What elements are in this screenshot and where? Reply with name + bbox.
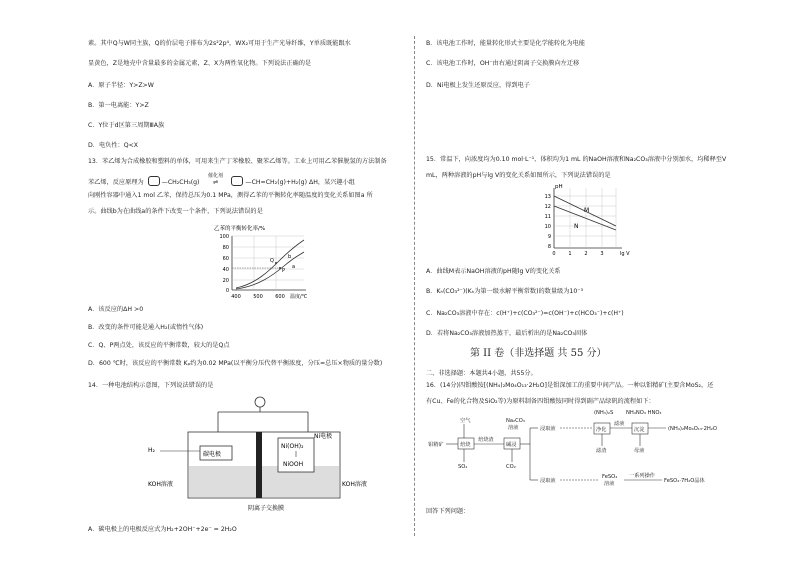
q13-line4: 示。曲线b为在曲线a的条件下改变一个条件，下列说法错误的是 xyxy=(88,208,263,215)
flow-roast: 焙烧 xyxy=(460,442,471,448)
niooh-label: NiOOH xyxy=(283,461,304,468)
chart15-ytick: 12 xyxy=(544,204,551,210)
catalyst-label: 催化剂 xyxy=(207,173,223,179)
q12-intro-line1: 素。其中Q与W同主族，Q的价层电子排布为2s²2p⁴，WX₂可用于生产光导纤维，Y单质既能跟水 xyxy=(88,40,351,47)
q16-line2: 有Cu、Fe的化合物及SiO₂等)为原料制备四钼酸铵同时得到副产品绿矾的流程如下： xyxy=(426,398,655,405)
chart13-ytick: 60 xyxy=(222,256,229,262)
chart13-ytick: 100 xyxy=(219,234,229,240)
q14-option-a: A．碳电极上的电极反应式为H₂+2OH⁻+2e⁻ = 2H₂O xyxy=(88,526,237,533)
chart13-xlabel: 温度/℃ xyxy=(290,294,308,300)
chart15-xtick: 0 xyxy=(552,251,556,257)
flow-feso4: FeSO₄ xyxy=(602,474,618,480)
answer-prompt: 回答下列问题： xyxy=(426,508,470,515)
q13-option-b: B．改变的条件可能是通入H₂(或惰性气体) xyxy=(88,324,204,331)
reaction-arrow: 催化剂 ⇌ xyxy=(201,179,229,187)
q15-option-d: D．若将Na₂CO₃溶液加热蒸干，最后析出的是Na₂CO₃固体 xyxy=(426,330,588,337)
q15-option-b: B．Kₕ(CO₃²⁻)(Kₕ为第一级水解平衡常数)的数量级为10⁻³ xyxy=(426,288,584,295)
chart15-label-m: M xyxy=(584,207,590,214)
chart15-ytick: 11 xyxy=(544,214,551,220)
q16-line1: 16．(14分)四钼酸铵[(NH₄)₂Mo₄O₁₃·2H₂O]是钼深加工的重要中间产品。一种以钼精矿(主要含MoS₂，还 xyxy=(426,382,714,389)
q13-reactant: —CH₂CH₃(g) xyxy=(161,179,200,186)
section-title: 第 II 卷（非选择题 共 55 分） xyxy=(470,348,607,359)
q12-option-c: C．Y位于d区第三周期ⅢA族 xyxy=(88,122,165,129)
chart13-point-p xyxy=(279,267,281,269)
flow-na2co3-solution: 溶液 xyxy=(508,425,519,431)
q15-option-a: A．曲线M表示NaOH溶液的pH随lg V的变化关系 xyxy=(426,268,561,275)
q15-chart xyxy=(536,182,646,262)
q15-line1: 15．常温下，向浓度均为0.10 mol·L⁻¹、体积均为1 mL 的NaOH溶液和Na₂CO₃溶液中分别加水，均稀释至V xyxy=(426,156,727,163)
chart13-label-a: a xyxy=(292,264,296,270)
chart13-label-p: P xyxy=(282,268,286,274)
flow-filtrate: 滤液 xyxy=(614,421,625,427)
chart15-ytick: 10 xyxy=(544,224,551,230)
membrane-bar xyxy=(256,432,262,498)
chart15-ylabel: pH xyxy=(555,184,563,190)
q14-option-d: D．Ni电极上发生还原反应，得到电子 xyxy=(426,82,530,89)
chart13-ytick: 80 xyxy=(222,245,229,251)
flow-air: 空气 xyxy=(460,418,471,424)
q12-option-a: A．原子半径：Y>Z>W xyxy=(88,82,154,89)
flow-green-vitriol: FeSO₄·7H₂O晶体 xyxy=(664,478,705,484)
q12-option-b: B．第一电离能：Y>Z xyxy=(88,102,149,109)
flow-residue: 滤渣 xyxy=(596,448,607,454)
flow-so2: SO₂ xyxy=(458,464,468,470)
lightbulb-icon xyxy=(255,397,265,407)
flow-leach-liquid-2: 浸取液 xyxy=(540,478,556,484)
chart13-grid xyxy=(232,236,304,290)
chart13-label-b: b xyxy=(288,254,292,260)
q12-option-d: D．电负性：Q<X xyxy=(88,142,138,149)
flow-nh3-reagent: (NH₃)₂S xyxy=(594,410,614,416)
q12-intro-line2: 显黄色，Z是地壳中含量最多的金属元素，Z、X为两性氧化物。下列说法正确的是 xyxy=(88,60,312,67)
flow-feso4-solution: 溶液 xyxy=(604,481,615,487)
q13-line1: 13．苯乙烯为合成橡胶和塑料的单体，可用来生产丁苯橡胶、聚苯乙烯等。工业上可用乙苯催脱氢的方法制备 xyxy=(88,158,387,165)
q13-line3: 向刚性容器中通入1 mol 乙苯，保持总压为0.1 MPa，测得乙苯的平衡转化率随温度的变化关系如图a 所 xyxy=(88,192,373,199)
q15-line2: mL，两种溶液的pH与lg V的变化关系如图所示，下列说法错误的是 xyxy=(426,172,611,179)
q14-option-c: C．该电池工作时，OH⁻由右通过阴离子交换膜向左迁移 xyxy=(426,60,580,67)
chart15-ytick: 13 xyxy=(544,194,551,200)
column-divider xyxy=(414,36,415,536)
chart15-xlabel: lg V xyxy=(620,251,630,257)
chart13-title: 乙苯的平衡转化率/% xyxy=(214,226,266,232)
ni-oh2-label: Ni(OH)₂ xyxy=(281,443,304,450)
h2-label: H₂ xyxy=(148,447,155,454)
q14-line1: 14．一种电池结构示意图，下列说法错误的是 xyxy=(88,382,214,389)
q15-option-c: C．Na₂CO₃溶液中存在：c(H⁺)+c(CO₃²⁻)=c(OH⁻)+c(HCO₃⁻)+c(H⁺) xyxy=(426,310,624,317)
flow-leach: 碱浸 xyxy=(506,442,517,448)
chart13-point-q xyxy=(275,262,277,264)
benzene-ring-icon xyxy=(148,176,160,186)
flow-mother-liquor: 母液 xyxy=(634,448,645,454)
q14-option-b: B．该电池工作时，能量转化形式主要是化学能转化为电能 xyxy=(426,40,585,47)
chart13-ytick: 40 xyxy=(222,267,229,273)
external-wire xyxy=(218,407,308,432)
chart15-xtick: 1 xyxy=(568,251,572,257)
q13-option-d: D．600 ℃时，该反应的平衡常数 Kₚ约为0.02 MPa(以平衡分压代替平衡浓度，分压=总压×物质的量分数) xyxy=(88,360,383,367)
koh-right-label: KOH溶液 xyxy=(342,481,367,488)
chart13-xtick: 600 xyxy=(275,294,285,300)
q13-option-c: C．Q、P两点处，该反应的平衡常数，较大的是Q点 xyxy=(88,342,230,349)
flow-ore: 钼精矿 xyxy=(428,442,444,448)
section-note: 二、非选择题：本题共4小题，共55分。 xyxy=(426,370,537,377)
chart13-ytick: 0 xyxy=(225,288,229,294)
koh-left-label: KOH溶液 xyxy=(148,481,173,488)
chart13-ytick: 20 xyxy=(222,278,229,284)
flow-co2: CO₂ xyxy=(506,464,516,470)
chart15-ytick: 9 xyxy=(547,234,551,240)
chart15-label-n: N xyxy=(574,223,579,230)
ni-electrode-label: Ni电极 xyxy=(314,433,333,440)
membrane-label: 阴离子交换膜 xyxy=(248,505,285,512)
flow-product: (NH₄)₂Mo₄O₁₃·2H₂O xyxy=(668,426,717,432)
electrolyte-fill xyxy=(189,466,339,497)
flow-calcine: 焙烧渣 xyxy=(478,437,494,443)
chart13-xtick: 500 xyxy=(253,294,263,300)
q13-line2 xyxy=(88,173,355,187)
q13-line2-text: 苯乙烯，反应原理为 xyxy=(88,179,144,186)
chart13-xtick: 400 xyxy=(231,294,241,300)
flow-series-ops: 一系列操作 xyxy=(629,473,655,479)
flow-nitrate-reagent: NH₄NO₃ HNO₃ xyxy=(626,410,662,416)
chart15-xtick: 3 xyxy=(600,251,604,257)
flow-na2co3: Na₂CO₃ xyxy=(506,418,525,424)
q13-chart xyxy=(206,222,406,302)
carbon-electrode-label: 碳电极 xyxy=(203,451,222,458)
q13-product: —CH=CH₂(g)+H₂(g) ΔH，某兴趣小组 xyxy=(245,179,355,186)
flow-precip: 沉淀 xyxy=(634,427,645,433)
chart15-xtick: 2 xyxy=(584,251,588,257)
q14-battery-diagram xyxy=(148,394,388,514)
q13-option-a: A．该反应的ΔH >0 xyxy=(88,306,144,313)
chart15-ytick: 8 xyxy=(547,244,551,250)
flow-purify: 净化 xyxy=(596,427,607,433)
flow-leach-liquid-1: 浸取液 xyxy=(540,426,556,432)
benzene-ring-icon xyxy=(231,176,243,186)
chart13-label-q: Q xyxy=(270,258,274,264)
q16-flowchart xyxy=(426,406,766,504)
